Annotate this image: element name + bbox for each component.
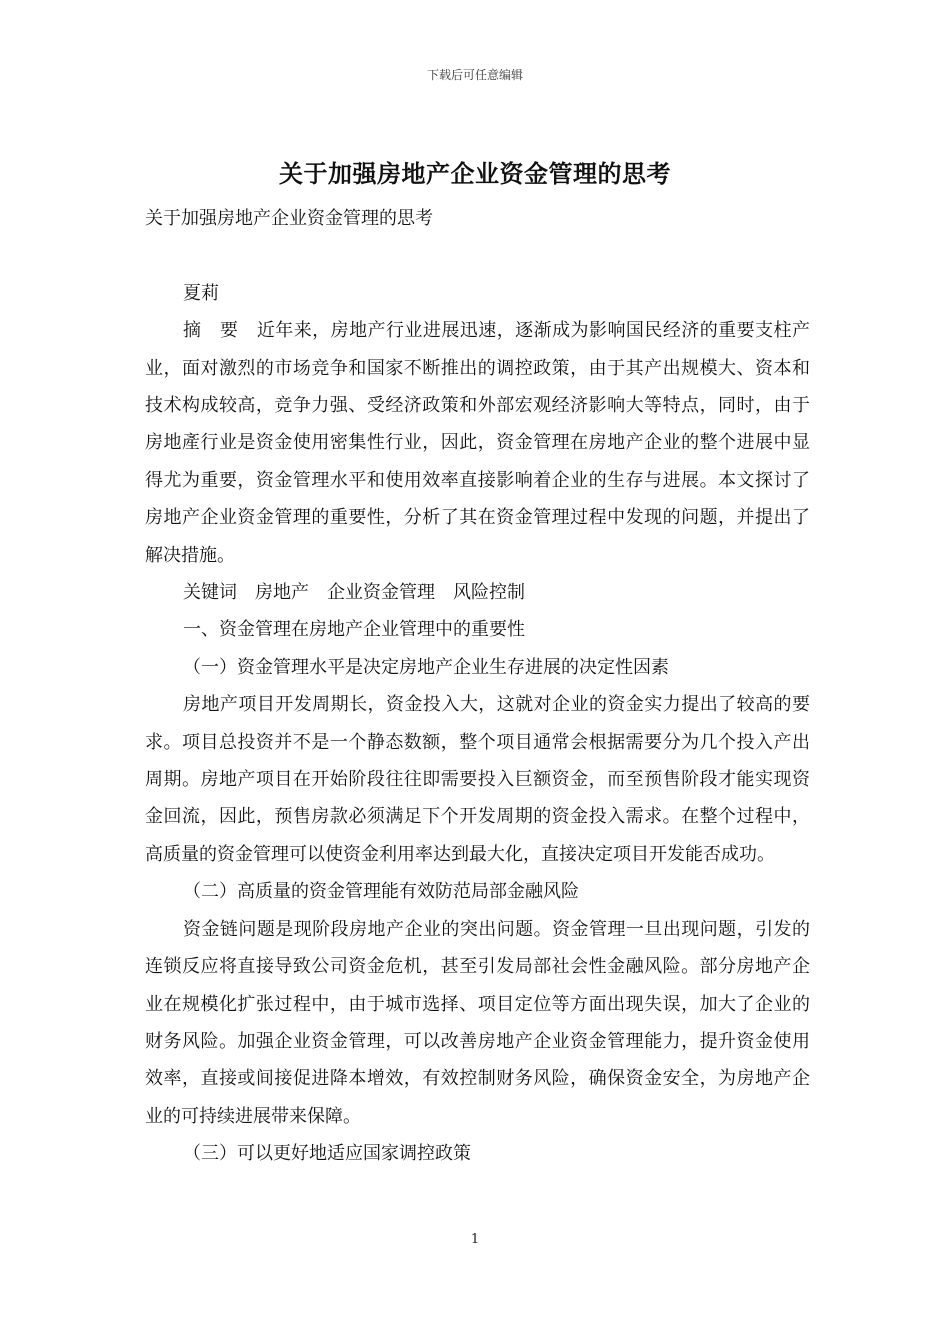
header-note: 下载后可任意编辑 <box>426 68 523 82</box>
page-number: 1 <box>470 1232 480 1247</box>
abstract-paragraph: 摘 要 近年来，房地产行业进展迅速，逐渐成为影响国民经济的重要支柱产业，面对激烈的市场竞争和国家不断推出的调控政策，由于其产出规模大、资本和技术构成较高，竞争力强、受经济政策和外部宏观经济影响大等特点，同时，由于房地產行业是资金使用密集性行业，因此，资金管理在房地产企业的整个进展中显得尤为重要，资金管理水平和使用效率直接影响着企业的生存与进展。本文探讨了房地产企业资金管理的重要性，分析了其在资金管理过程中发现的问题，并提出了解决措施。 <box>145 320 810 566</box>
subsection-body-2: 资金链问题是现阶段房地产企业的突出问题。资金管理一旦出现问题，引发的连锁反应将直接导致公司资金危机，甚至引发局部社会性金融风险。部分房地产企业在规模化扩张过程中，由于城市选择、项目定位等方面出现失误，加大了企业的财务风险。加强企业资金管理，可以改善房地产企业资金管理能力，提升资金使用效率，直接或间接促进降本增效，有效控制财务风险，确保资金安全，为房地产企业的可持续进展带来保障。 <box>145 918 810 1127</box>
blank-line <box>145 237 810 274</box>
keywords: 关键词 房地产 企业资金管理 风险控制 <box>183 582 525 604</box>
subsection-heading-3: （三）可以更好地适应国家调控政策 <box>183 1143 471 1165</box>
subsection-heading-2: （二）高质量的资金管理能有效防范局部金融风险 <box>183 881 579 903</box>
document-subtitle: 关于加强房地产企业资金管理的思考 <box>145 208 433 229</box>
section-heading-1: 一、资金管理在房地产企业管理中的重要性 <box>183 619 525 641</box>
author: 夏莉 <box>183 282 219 304</box>
document-title: 关于加强房地产企业资金管理的思考 <box>279 159 671 188</box>
document-body <box>145 200 810 1173</box>
subsection-body-1: 房地产项目开发周期长，资金投入大，这就对企业的资金实力提出了较高的要求。项目总投资并不是一个静态数额，整个项目通常会根据需要分为几个投入产出周期。房地产项目在开始阶段往往即需要投入巨额资金，而至预售阶段才能实现资金回流，因此，预售房款必须满足下个开发周期的资金投入需求。在整个过程中，高质量的资金管理可以使资金利用率达到最大化，直接决定项目开发能否成功。 <box>145 694 810 865</box>
subsection-heading-1: （一）资金管理水平是决定房地产企业生存进展的决定性因素 <box>183 656 669 678</box>
